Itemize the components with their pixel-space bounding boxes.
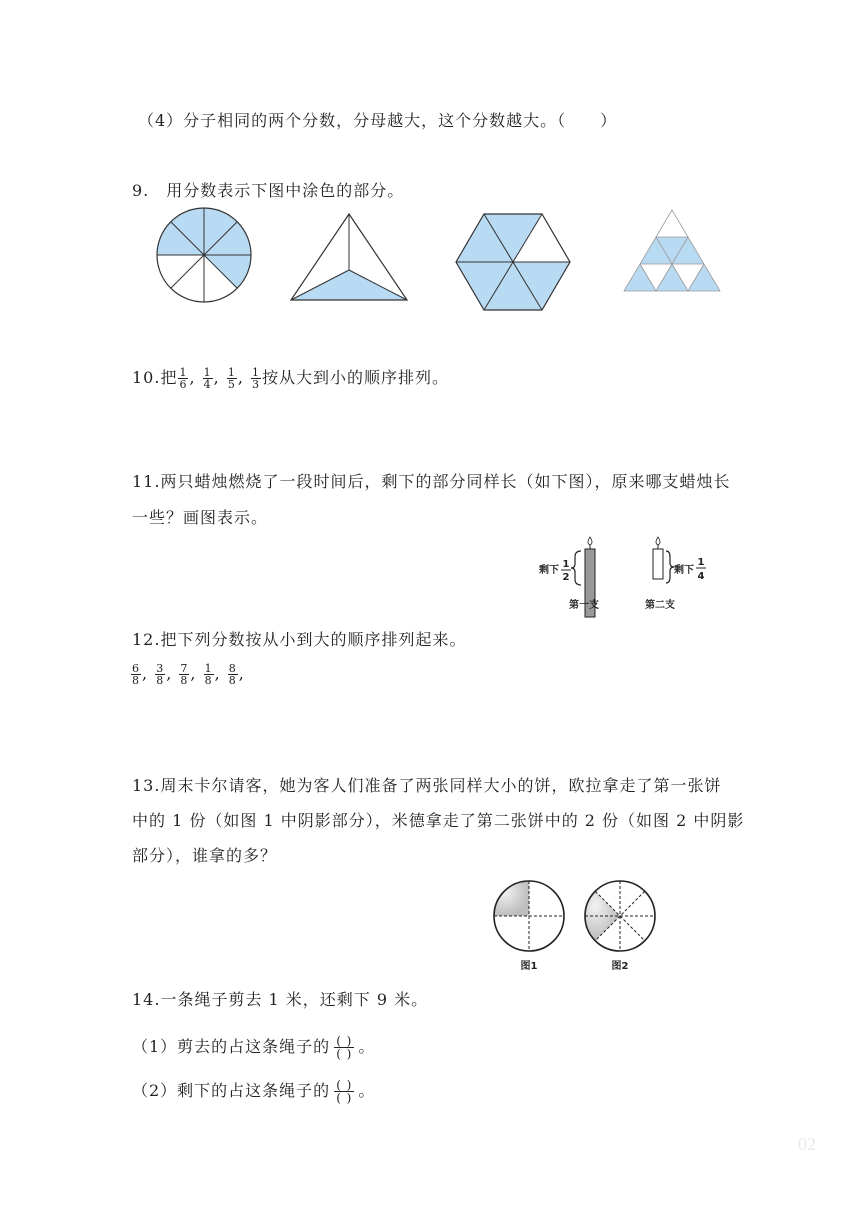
q10-fraction: $\frac{1}{6}$	[179, 366, 188, 391]
q10-fraction: $\frac{1}{4}$	[203, 366, 212, 391]
q11-second-candle	[653, 549, 663, 579]
q10-fraction: $\frac{1}{3}$	[252, 366, 261, 391]
q12-fractions: $\frac{6}{8}$ , $\frac{3}{8}$ , $\frac{7}{8}$ , $\frac{1}{8}$ , $\frac{8}{8}$ ,	[132, 662, 245, 687]
q13-caption1: 图1	[520, 961, 538, 972]
q10-prefix: 10.把	[132, 368, 178, 387]
q13-line2: 中的 1 份（如图 1 中阴影部分），米德拿走了第二张饼中的 2 份（如图 2 中阴影	[132, 811, 745, 830]
q11-left-remain-label: 剩下	[539, 565, 559, 576]
svg-text:4: 4	[697, 571, 705, 582]
q12-fraction: $\frac{3}{8}$	[156, 662, 165, 687]
q11-line2: 一些？画图表示。	[132, 508, 269, 527]
svg-text:1: 1	[562, 559, 570, 570]
q10-text: 10.把 $\frac{1}{6}$ , $\frac{1}{4}$ , $\frac{1}{5}$ , $\frac{1}{3}$ 按从大到小的顺序排列。	[132, 366, 450, 391]
svg-text:2: 2	[562, 572, 570, 583]
q14-text: 14.一条绳子剪去 1 米，还剩下 9 米。	[132, 990, 429, 1009]
q12-text: 12.把下列分数按从小到大的顺序排列起来。	[132, 630, 467, 649]
q12-fraction: $\frac{8}{8}$	[228, 662, 237, 687]
q11-caption-second: 第二支	[645, 600, 675, 611]
q14-part1-blank-fraction: $\frac{( )}{( )}$	[336, 1034, 353, 1061]
q14-part2-blank-fraction: $\frac{( )}{( )}$	[336, 1078, 353, 1105]
q10-fraction: $\frac{1}{5}$	[227, 366, 236, 391]
q12-fraction: $\frac{6}{8}$	[132, 662, 140, 687]
q9-text: 9. 用分数表示下图中涂色的部分。	[132, 181, 405, 200]
svg-text:1: 1	[697, 557, 705, 568]
q12-fraction: $\frac{1}{8}$	[204, 662, 213, 687]
page-number: 02	[798, 1134, 816, 1154]
q11-right-remain-label: 剩下	[674, 565, 694, 576]
q9-circle-figure	[154, 205, 254, 305]
q13-caption2: 图2	[611, 961, 629, 972]
q11-candle-figure	[537, 535, 717, 615]
q12-fraction: $\frac{7}{8}$	[180, 662, 189, 687]
q9-hexagon-figure	[455, 212, 571, 312]
q8-part4-text: （4）分子相同的两个分数，分母越大，这个分数越大。（ ）	[138, 111, 618, 130]
q9-small-triangles-figure	[622, 210, 722, 292]
q13-pie-figures	[492, 878, 672, 978]
q14-part1: （1）剪去的占这条绳子的 $\frac{( )}{( )}$ 。	[132, 1034, 376, 1061]
q9-triangle-figure	[289, 212, 409, 302]
q13-line1: 13.周末卡尔请客，她为客人们准备了两张同样大小的饼，欧拉拿走了第一张饼	[132, 776, 722, 795]
q14-part2: （2）剩下的占这条绳子的 $\frac{( )}{( )}$ 。	[132, 1078, 376, 1105]
q13-line3: 部分），谁拿的多？	[132, 846, 278, 865]
q10-suffix: 按从大到小的顺序排列。	[262, 368, 450, 387]
q11-caption-first: 第一支	[569, 600, 599, 611]
q11-line1: 11.两只蜡烛燃烧了一段时间后，剩下的部分同样长（如下图），原来哪支蜡烛长	[132, 472, 731, 491]
